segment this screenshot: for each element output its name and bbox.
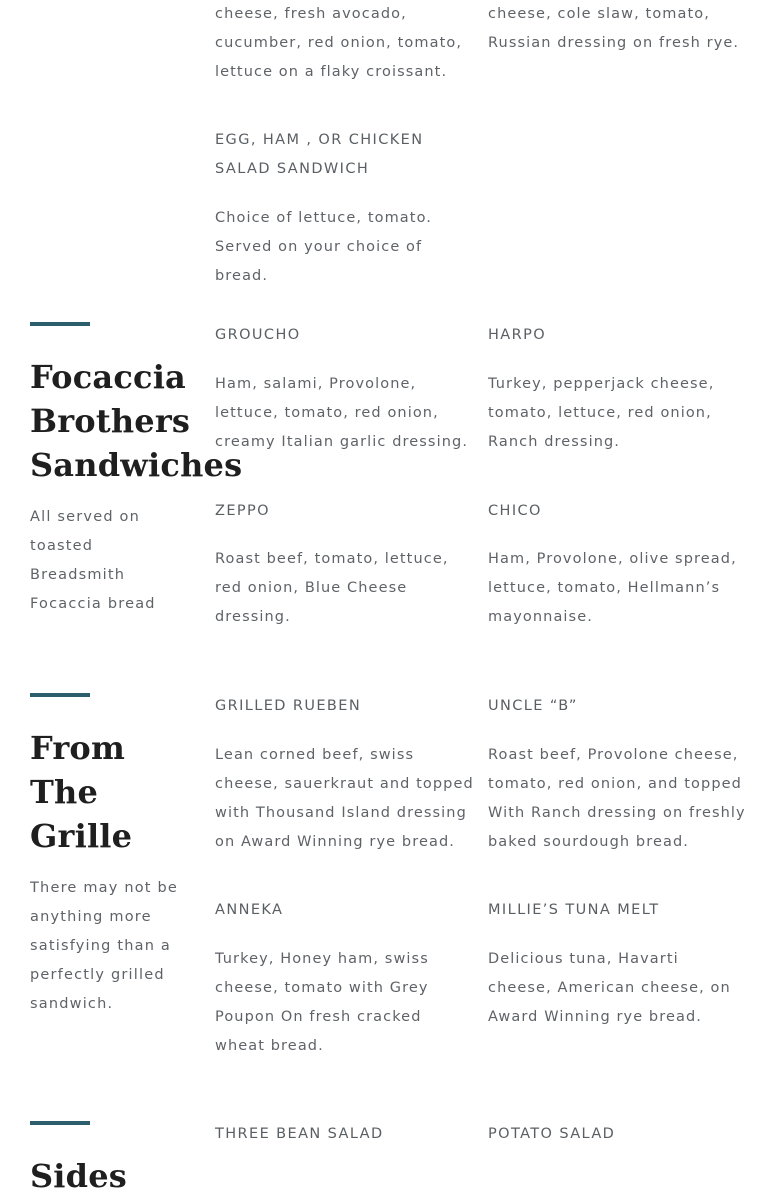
menu-item-title: POTATO SALAD xyxy=(488,1126,616,1142)
section-heading-focaccia: Focaccia Brothers Sandwiches xyxy=(30,358,243,484)
menu-item-description: Choice of lettuce, tomato. Served on your choice of bread. xyxy=(215,210,433,284)
menu-item-description: Roast beef, Provolone cheese, tomato, red onion, and topped With Ranch dressing on freshly baked sourdough bread. xyxy=(488,747,746,850)
section-heading-sides: Sides xyxy=(30,1157,128,1195)
menu-item-title: ZEPPO xyxy=(215,503,270,519)
section-divider xyxy=(30,322,90,326)
section-intro: There may not be anything more satisfying than a perfectly grilled sandwich. xyxy=(30,880,179,1012)
section-heading-grille: From The Grille xyxy=(30,729,133,855)
menu-item-description: cheese, cole slaw, tomato, Russian dressing on fresh rye. xyxy=(488,6,740,51)
menu-item-title: ANNEKA xyxy=(215,902,284,918)
menu-item-description: Delicious tuna, Havarti cheese, American cheese, on Award Winning rye bread. xyxy=(488,951,731,1025)
menu-item-description: Ham, Provolone, olive spread, lettuce, tomato, Hellmann’s mayonnaise. xyxy=(488,551,737,625)
menu-item-title: CHICO xyxy=(488,503,542,519)
menu-item-description: Turkey, pepperjack cheese, tomato, lettuce, red onion, Ranch dressing. xyxy=(488,376,715,450)
menu-item-description: cheese, fresh avocado, cucumber, red onion, tomato, lettuce on a flaky croissant. xyxy=(215,6,463,80)
menu-item-description: Roast beef, tomato, lettuce, red onion, Blue Cheese dressing. xyxy=(215,551,449,625)
menu-item-description: Turkey, Honey ham, swiss cheese, tomato with Grey Poupon On fresh cracked wheat bread. xyxy=(215,951,429,1054)
menu-item-title: HARPO xyxy=(488,327,547,343)
section-divider xyxy=(30,1121,90,1125)
section-intro: All served on toasted Breadsmith Focaccia bread xyxy=(30,509,156,612)
section-divider xyxy=(30,693,90,697)
menu-item-title: UNCLE “B” xyxy=(488,698,578,714)
menu-item-title: GRILLED RUEBEN xyxy=(215,698,362,714)
menu-item-title: THREE BEAN SALAD xyxy=(215,1126,384,1142)
menu-item-title: GROUCHO xyxy=(215,327,301,343)
menu-item-title: EGG, HAM , OR CHICKEN SALAD SANDWICH xyxy=(215,132,424,177)
menu-item-description: Lean corned beef, swiss cheese, sauerkraut and topped with Thousand Island dressing on Award Winning rye bread. xyxy=(215,747,474,850)
menu-item-title: MILLIE’S TUNA MELT xyxy=(488,902,660,918)
menu-item-description: Ham, salami, Provolone, lettuce, tomato, red onion, creamy Italian garlic dressing. xyxy=(215,376,469,450)
